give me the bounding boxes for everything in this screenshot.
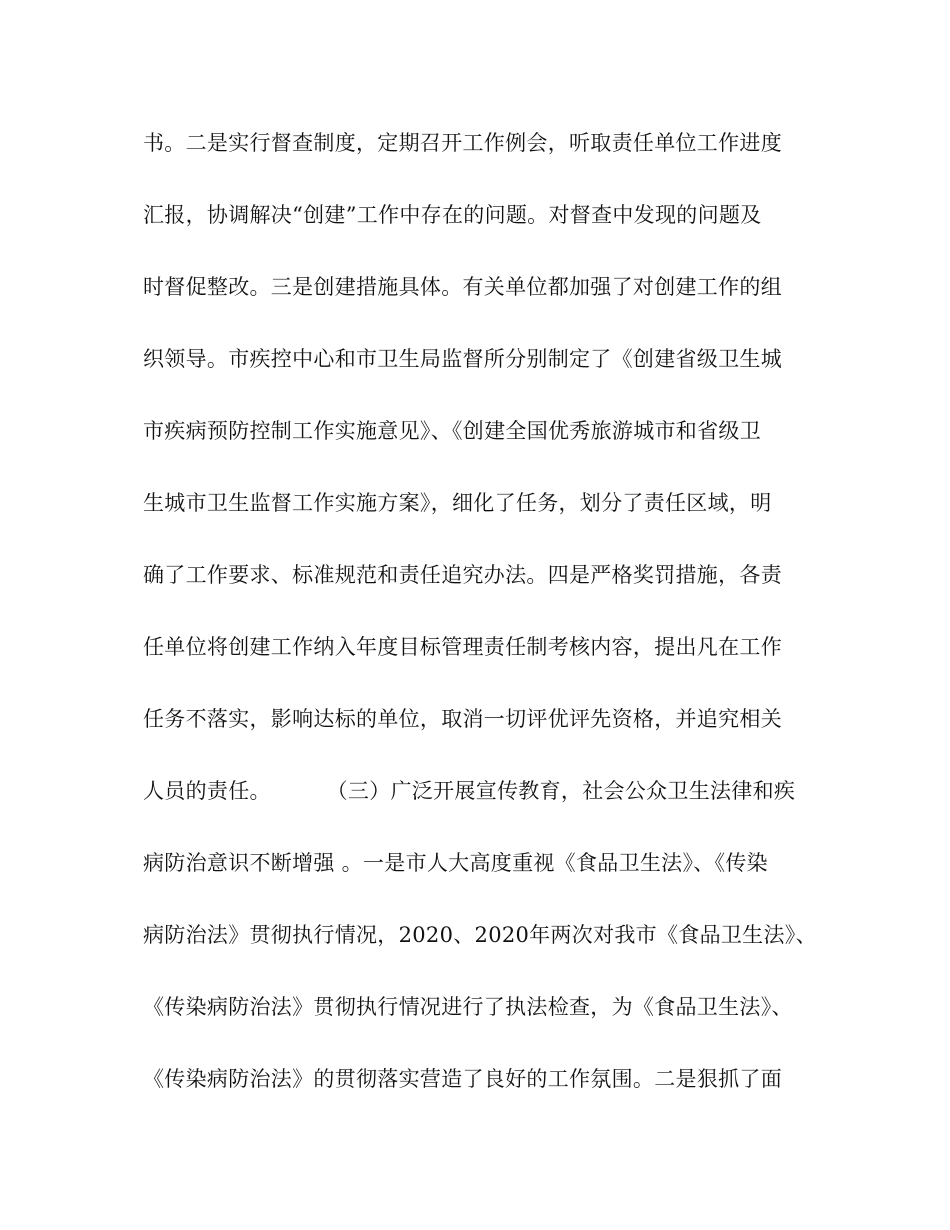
text-line: 任单位将创建工作纳入年度目标管理责任制考核内容，提出凡在工作 [143,635,782,659]
text-line: 人员的责任。 （三）广泛开展宣传教育，社会公众卫生法律和疾 [143,779,796,803]
text-line: 生城市卫生监督工作实施方案》，细化了任务，划分了责任区域，明 [143,491,772,515]
text-line: 织领导。市疾控中心和市卫生局监督所分别制定了《创建省级卫生城 [143,347,782,371]
text-line: 病防治法》贯彻执行情况，2020、2020年两次对我市《食品卫生法》、 [143,923,817,947]
text-line: 任务不落实，影响达标的单位，取消一切评优评先资格，并追究相关 [143,707,782,731]
text-line: 时督促整改。三是创建措施具体。有关单位都加强了对创建工作的组 [143,275,782,299]
text-line: 病防治意识不断增强 。一是市人大高度重视《食品卫生法》、《传染 [143,851,768,875]
text-line: 《传染病防治法》贯彻执行情况进行了执法检查，为《食品卫生法》、 [143,995,793,1019]
text-line: 《传染病防治法》的贯彻落实营造了良好的工作氛围。二是狠抓了面 [143,1067,782,1091]
text-line: 书。二是实行督查制度，定期召开工作例会，听取责任单位工作进度 [143,131,782,155]
text-line: 市疾病预防控制工作实施意见》、《创建全国优秀旅游城市和省级卫 [143,419,761,443]
text-line: 汇报，协调解决“创建”工作中存在的问题。对督查中发现的问题及 [143,203,762,227]
text-line: 确了工作要求、标准规范和责任追究办法。四是严格奖罚措施，各责 [143,563,782,587]
